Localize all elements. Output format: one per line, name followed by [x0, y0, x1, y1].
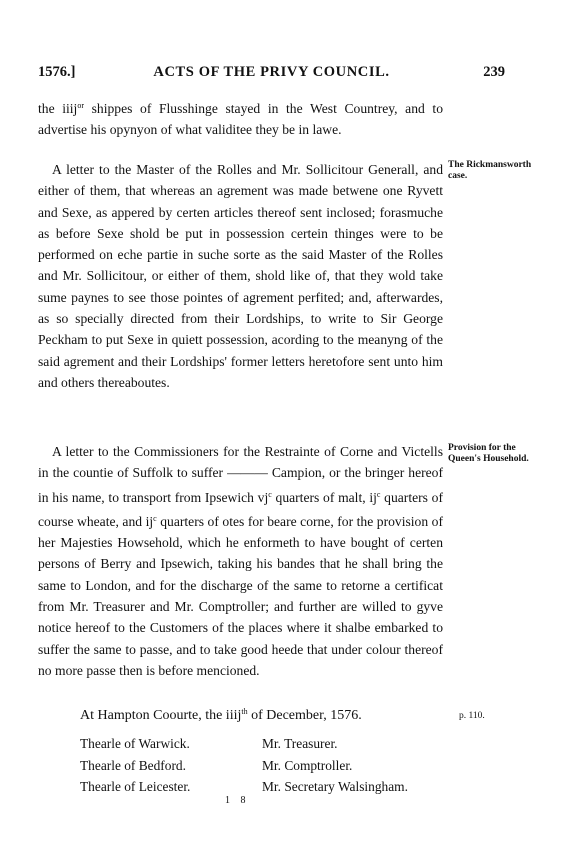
- meeting-text: At Hampton Coourte, the iiij: [80, 708, 242, 723]
- superscript: th: [241, 707, 248, 716]
- attendee: Thearle of Warwick.: [80, 736, 190, 751]
- meeting-heading: [80, 707, 362, 724]
- attendee: Thearle of Leicester.: [80, 779, 191, 794]
- paragraph-provision-letter: [38, 441, 443, 681]
- superscript: c: [153, 513, 157, 523]
- paragraph-text: shippes of Flusshinge stayed in the West Countrey, and to advertise his opynyon of what validitee they be in lawe.: [38, 101, 443, 138]
- signature-mark: 1 8: [225, 795, 250, 806]
- paragraph-rickmansworth-letter: A letter to the Master of the Rolles and Mr. Sollicitour Generall, and either of them, that whereas an agrement was made betwene one Ryvett and Sexe, as appered by certen articles thereof sent inclosed; forasmuche as before Sexe shold be put in possession certein thinges were to be performed on eche partie in suche sorte as the said Master of the Rolles and Mr. Sollicitour, or either of them, shold like of, that they wold take sume paynes to see those pointes of agrement perfited; and, afterwardes, as so specially directed from their Lordships, to write to Sir George Peckham to put Sexe in quiett possession, acording to the meanyng of the said agrement and their Lordships' former letters heretofore sent unto him and others thereaboutes.: [38, 162, 443, 390]
- header-year: 1576.]: [38, 64, 76, 80]
- sidenote-provision: Provision for the Queen's Household.: [448, 443, 529, 464]
- running-header: [38, 64, 505, 86]
- sidenote-rickmansworth: The Rickmansworth case.: [448, 160, 532, 181]
- superscript: c: [376, 489, 381, 499]
- page-reference: p. 110.: [459, 711, 485, 721]
- paragraph-flushing-ships: [38, 95, 443, 141]
- superscript: or: [77, 101, 85, 110]
- attendee: Mr. Secretary Walsingham.: [262, 779, 408, 794]
- paragraph-text: quarters of otes for beare corne, for the provision of her Majesties Howsehold, which he enformeth to have bought of certen persons of Berry and Ipsewich, taking his bandes that he shall bring the same to London, and for the discharge of the same to retorne a certificat from Mr. Treasurer and Mr. Comptroller; and further are willed to gyve notice hereof to the Customers of the places where it shalbe embarked to suffer the same to passe, and to take good heede that under colour thereof no more passe then is before mencioned.: [38, 513, 443, 678]
- page-number: 239: [483, 64, 505, 80]
- paragraph-text: the iiij: [38, 101, 78, 116]
- superscript: c: [268, 489, 272, 499]
- attendee: Mr. Treasurer.: [262, 736, 338, 751]
- attendee: Thearle of Bedford.: [80, 757, 186, 773]
- paragraph-text: quarters of course wheate, and ij: [38, 489, 444, 529]
- meeting-text: of December, 1576.: [247, 708, 362, 723]
- paragraph-text: A letter to the Commissioners for the Restrainte of Corne and Victells in the countie of Suffolk to suffer ——— Campion, or the bringer hereof in his name, to transport from Ipsewich vj: [38, 444, 443, 505]
- header-title: ACTS OF THE PRIVY COUNCIL.: [153, 64, 390, 80]
- attendees-left-column: [80, 733, 190, 798]
- paragraph-text: quarters of malt, ij: [271, 489, 377, 505]
- attendees-right-column: [262, 733, 408, 798]
- attendee: Mr. Comptroller.: [262, 757, 353, 773]
